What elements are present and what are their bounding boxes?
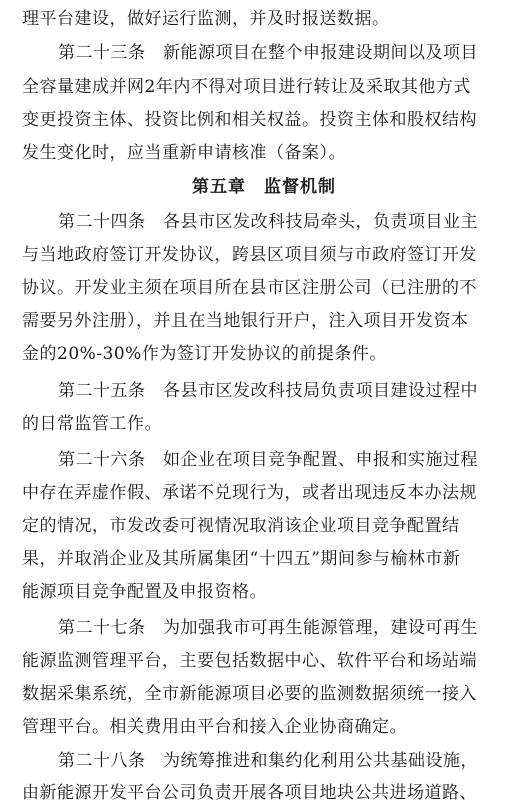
- text-line: 果，并取消企业及其所属集团“十四五”期间参与榆林市新: [22, 549, 461, 569]
- text-line: 由新能源开发平台公司负责开展各项目地块公共进场道路、: [22, 783, 477, 803]
- text-line: 与当地政府签订开发协议，跨县区项目须与市政府签订开发: [22, 245, 477, 265]
- text-line: 的日常监管工作。: [22, 414, 162, 434]
- article-25-heading-line: 第二十五条 各县市区发改科技局负责项目建设过程中: [58, 381, 478, 401]
- text-line: 变更投资主体、投资比例和相关权益。投资主体和股权结构: [22, 110, 477, 130]
- article-24-heading-line: 第二十四条 各县市区发改科技局牵头，负责项目业主: [58, 212, 478, 232]
- text-line: 能源监测管理平台，主要包括数据中心、软件平台和场站端: [22, 651, 477, 671]
- article-23-heading-line: 第二十三条 新能源项目在整个申报建设期间以及项目: [58, 43, 478, 63]
- text-line: 协议。开发业主须在项目所在县市区注册公司（已注册的不: [22, 278, 477, 298]
- article-27-heading-line: 第二十七条 为加强我市可再生能源管理，建设可再生: [58, 618, 478, 638]
- text-line: 数据采集系统，全市新能源项目必要的监测数据须统一接入: [22, 684, 477, 704]
- article-26-heading-line: 第二十六条 如企业在项目竞争配置、申报和实施过程: [58, 450, 478, 470]
- text-line: 发生变化时，应当重新申请核准（备案）。: [22, 143, 346, 163]
- text-line: 定的情况，市发改委可视情况取消该企业项目竞争配置结: [22, 516, 460, 536]
- text-line: 金的20%-30%作为签订开发协议的前提条件。: [22, 344, 387, 364]
- text-line: 能源项目竞争配置及申报资格。: [22, 582, 267, 602]
- text-line: 理平台建设，做好运行监测，并及时报送数据。: [22, 9, 390, 29]
- chapter-heading: 第五章 监督机制: [192, 177, 336, 197]
- text-line: 管理平台。相关费用由平台和接入企业协商确定。: [22, 717, 407, 737]
- text-line: 需要另外注册），并且在当地银行开户，注入项目开发资本: [22, 311, 469, 331]
- text-line: 全容量建成并网2年内不得对项目进行转让及采取其他方式: [22, 77, 471, 97]
- text-line: 中存在弄虚作假、承诺不兑现行为，或者出现违反本办法规: [22, 483, 477, 503]
- article-28-heading-line: 第二十八条 为统筹推进和集约化利用公共基础设施，: [58, 751, 478, 771]
